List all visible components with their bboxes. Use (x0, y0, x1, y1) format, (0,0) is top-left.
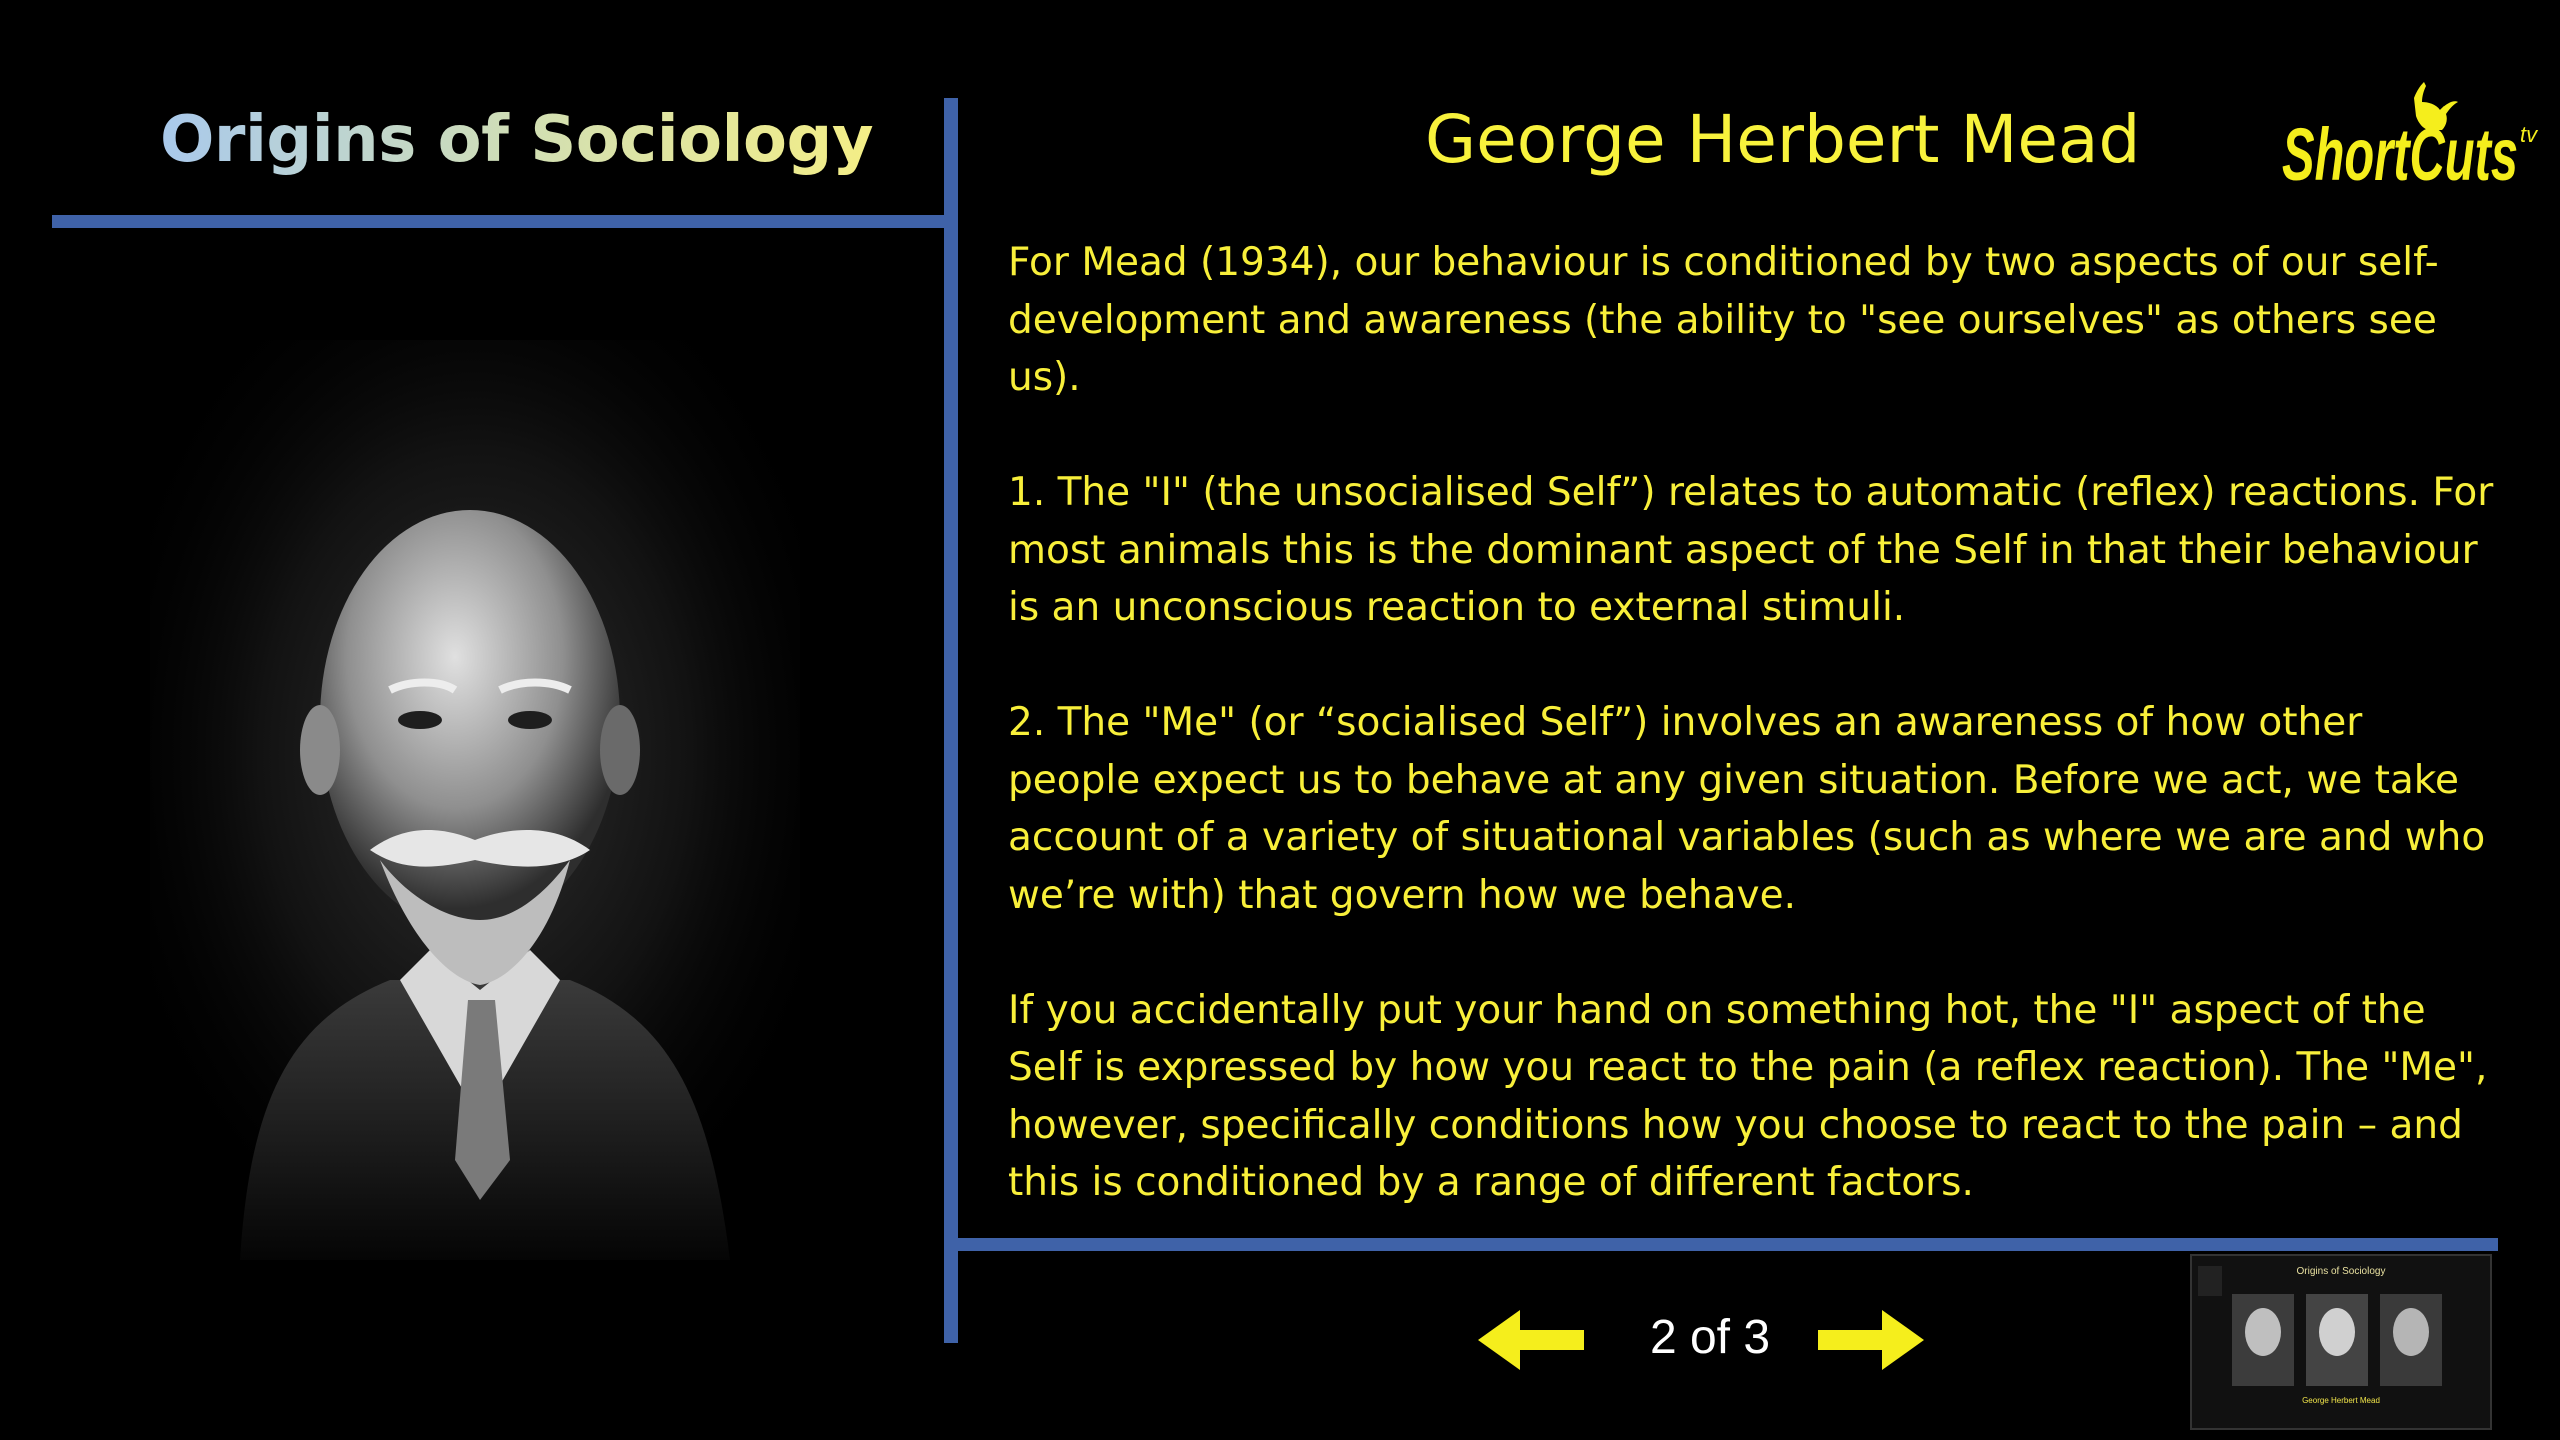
paragraph-i-self: 1. The "I" (the unsocialised Self”) relates to automatic (reflex) reactions. For most animals this is the dominant aspect of the Self in that their behaviour is an unconscious reaction to external stimuli. (1008, 470, 2494, 630)
paragraph-example: If you accidentally put your hand on something hot, the "I" aspect of the Self is expressed by how you react to the pain (a reflex reaction). The "Me", however, specifically conditions how you choose to react to the pain – and this is conditioned by a range of different factors. (1008, 987, 2488, 1205)
slide-thumbnail[interactable] (2190, 1254, 2492, 1430)
paragraph-me-self: 2. The "Me" (or “socialised Self”) involves an awareness of how other people expect us to behave at any given situation. Before we act, we take account of a variety of situational variables (such as where we are and who we’re with) that govern how we behave. (1008, 700, 2486, 918)
paragraph-intro: For Mead (1934), our behaviour is conditioned by two aspects of our self-development and awareness (the ability to "see ourselves" as others see us). (1008, 240, 2439, 400)
arrow-right-icon[interactable] (1818, 1300, 1924, 1380)
logo-text: ShortCuts (2282, 113, 2518, 196)
logo-superscript: tv (2520, 122, 2538, 147)
portrait-photo (150, 340, 800, 1260)
left-divider-line (52, 215, 950, 228)
slide-title: George Herbert Mead (1425, 101, 2141, 178)
vertical-divider-line (944, 98, 958, 1343)
thumbnail-caption: George Herbert Mead (2302, 1396, 2380, 1405)
body-text (1008, 234, 2498, 1269)
arrow-left-icon[interactable] (1478, 1300, 1584, 1380)
page-counter: 2 of 3 (1649, 1311, 1771, 1364)
left-title: Origins of Sociology (160, 100, 873, 180)
shortcuts-logo[interactable] (2278, 80, 2548, 200)
thumbnail-title: Origins of Sociology (2296, 1266, 2386, 1277)
